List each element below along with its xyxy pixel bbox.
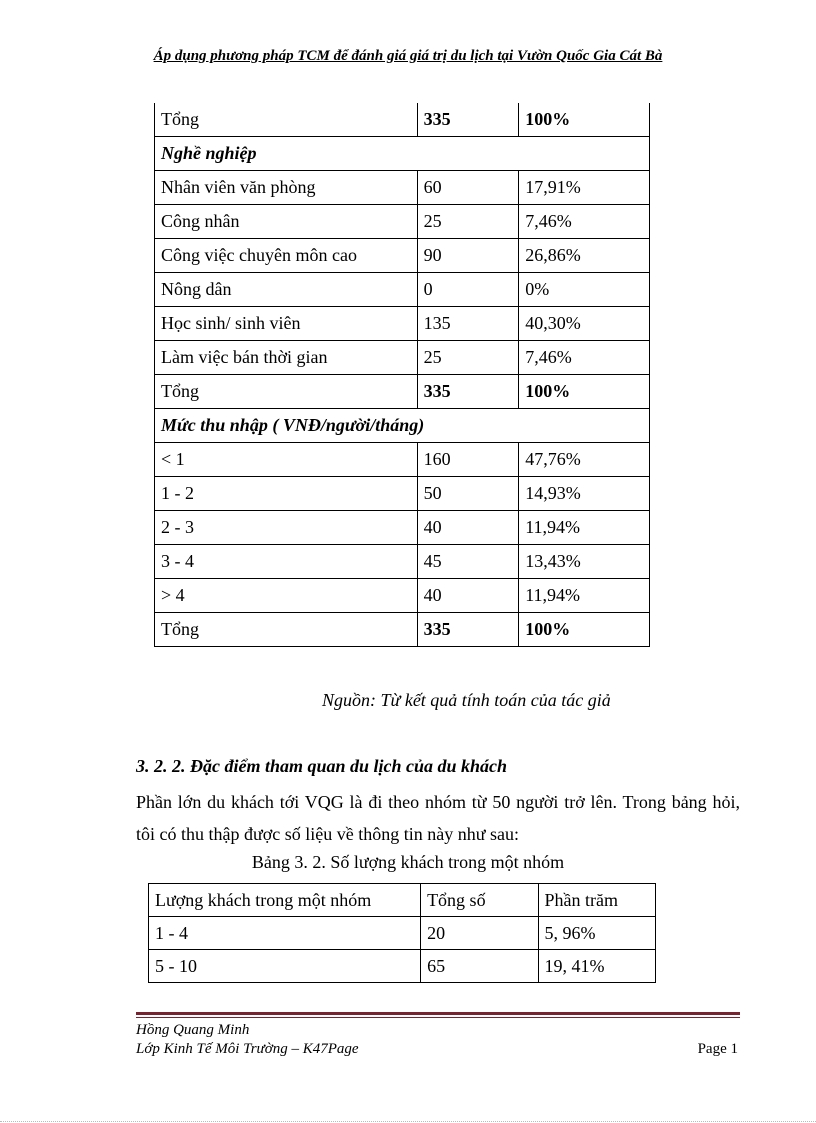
table-section-row [155, 409, 650, 443]
table-cell-percent: 40,30% [519, 307, 650, 341]
table-cell-count: 50 [417, 477, 519, 511]
table-cell-percent: 100% [519, 103, 650, 137]
statistics-table [154, 103, 650, 647]
table-cell-label: Tổng [155, 103, 418, 137]
table-cell-count: 25 [417, 205, 519, 239]
table-row [155, 443, 650, 477]
section-heading: 3. 2. 2. Đặc điểm tham quan du lịch của du khách [136, 756, 508, 776]
table-cell-label: 2 - 3 [155, 511, 418, 545]
footer-author: Hồng Quang Minh [136, 1022, 250, 1038]
table-cell-label: > 4 [155, 579, 418, 613]
table-cell-label: Nông dân [155, 273, 418, 307]
table-row [149, 917, 656, 950]
table-cell-label: Làm việc bán thời gian [155, 341, 418, 375]
table-cell: 5, 96% [538, 917, 655, 950]
table-cell-percent: 7,46% [519, 205, 650, 239]
section-label: Mức thu nhập ( VNĐ/người/tháng) [155, 409, 650, 443]
header-cell: Lượng khách trong một nhóm [149, 884, 421, 917]
body-paragraph: Phần lớn du khách tới VQG là đi theo nhóm từ 50 người trở lên. Trong bảng hỏi, tôi có thu thập được số liệu về thông tin này như sau: [136, 792, 740, 844]
table-cell-count: 335 [417, 613, 519, 647]
table-row [155, 307, 650, 341]
table-row [155, 273, 650, 307]
header-cell: Tổng số [421, 884, 538, 917]
table-cell-percent: 100% [519, 375, 650, 409]
table-cell-percent: 14,93% [519, 477, 650, 511]
footer-class: Lớp Kinh Tế Môi Trường – K47Page [136, 1041, 359, 1057]
table-cell: 5 - 10 [149, 950, 421, 983]
table-cell-percent: 11,94% [519, 579, 650, 613]
table-cell-label: Công nhân [155, 205, 418, 239]
table-row [155, 171, 650, 205]
table-cell-count: 160 [417, 443, 519, 477]
table-caption: Bảng 3. 2. Số lượng khách trong một nhóm [251, 852, 565, 872]
table-row [155, 545, 650, 579]
table-total-row [155, 103, 650, 137]
table-cell: 20 [421, 917, 538, 950]
table-row [155, 341, 650, 375]
table-cell-count: 40 [417, 511, 519, 545]
footer-divider [136, 1012, 740, 1015]
table-row [155, 239, 650, 273]
table-header-row [149, 884, 656, 917]
table-cell: 19, 41% [538, 950, 655, 983]
page-number: Page 1 [697, 1041, 738, 1057]
table-cell-count: 135 [417, 307, 519, 341]
table-cell-percent: 26,86% [519, 239, 650, 273]
table-cell-percent: 0% [519, 273, 650, 307]
table-cell-percent: 13,43% [519, 545, 650, 579]
table-cell-count: 0 [417, 273, 519, 307]
table-cell-percent: 17,91% [519, 171, 650, 205]
table-cell-label: Nhân viên văn phòng [155, 171, 418, 205]
table-cell-count: 40 [417, 579, 519, 613]
table-cell-label: 1 - 2 [155, 477, 418, 511]
table-cell-label: 3 - 4 [155, 545, 418, 579]
table-cell-count: 45 [417, 545, 519, 579]
table-section-row [155, 137, 650, 171]
table-cell-percent: 100% [519, 613, 650, 647]
table-row [155, 579, 650, 613]
table-cell-label: Tổng [155, 613, 418, 647]
table-cell-label: Công việc chuyên môn cao [155, 239, 418, 273]
table-row [149, 950, 656, 983]
page-bottom-edge [0, 1121, 816, 1122]
table-cell-label: Tổng [155, 375, 418, 409]
section-label: Nghề nghiệp [155, 137, 650, 171]
table-cell: 1 - 4 [149, 917, 421, 950]
table-cell-count: 25 [417, 341, 519, 375]
table-cell-count: 335 [417, 375, 519, 409]
table-total-row [155, 375, 650, 409]
group-size-table [148, 883, 656, 983]
table-cell: 65 [421, 950, 538, 983]
source-note: Nguồn: Từ kết quả tính toán của tác giả [322, 690, 611, 710]
table-row [155, 511, 650, 545]
table-cell-label: < 1 [155, 443, 418, 477]
table-total-row [155, 613, 650, 647]
header-cell: Phần trăm [538, 884, 655, 917]
table-cell-count: 60 [417, 171, 519, 205]
table-cell-count: 90 [417, 239, 519, 273]
table-cell-percent: 11,94% [519, 511, 650, 545]
table-cell-label: Học sinh/ sinh viên [155, 307, 418, 341]
table-cell-count: 335 [417, 103, 519, 137]
page-header-title: Áp dụng phương pháp TCM để đánh giá giá trị du lịch tại Vườn Quốc Gia Cát Bà [153, 48, 663, 64]
footer-divider-thin [136, 1017, 740, 1018]
table-cell-percent: 47,76% [519, 443, 650, 477]
table-row [155, 205, 650, 239]
table-cell-percent: 7,46% [519, 341, 650, 375]
table-row [155, 477, 650, 511]
